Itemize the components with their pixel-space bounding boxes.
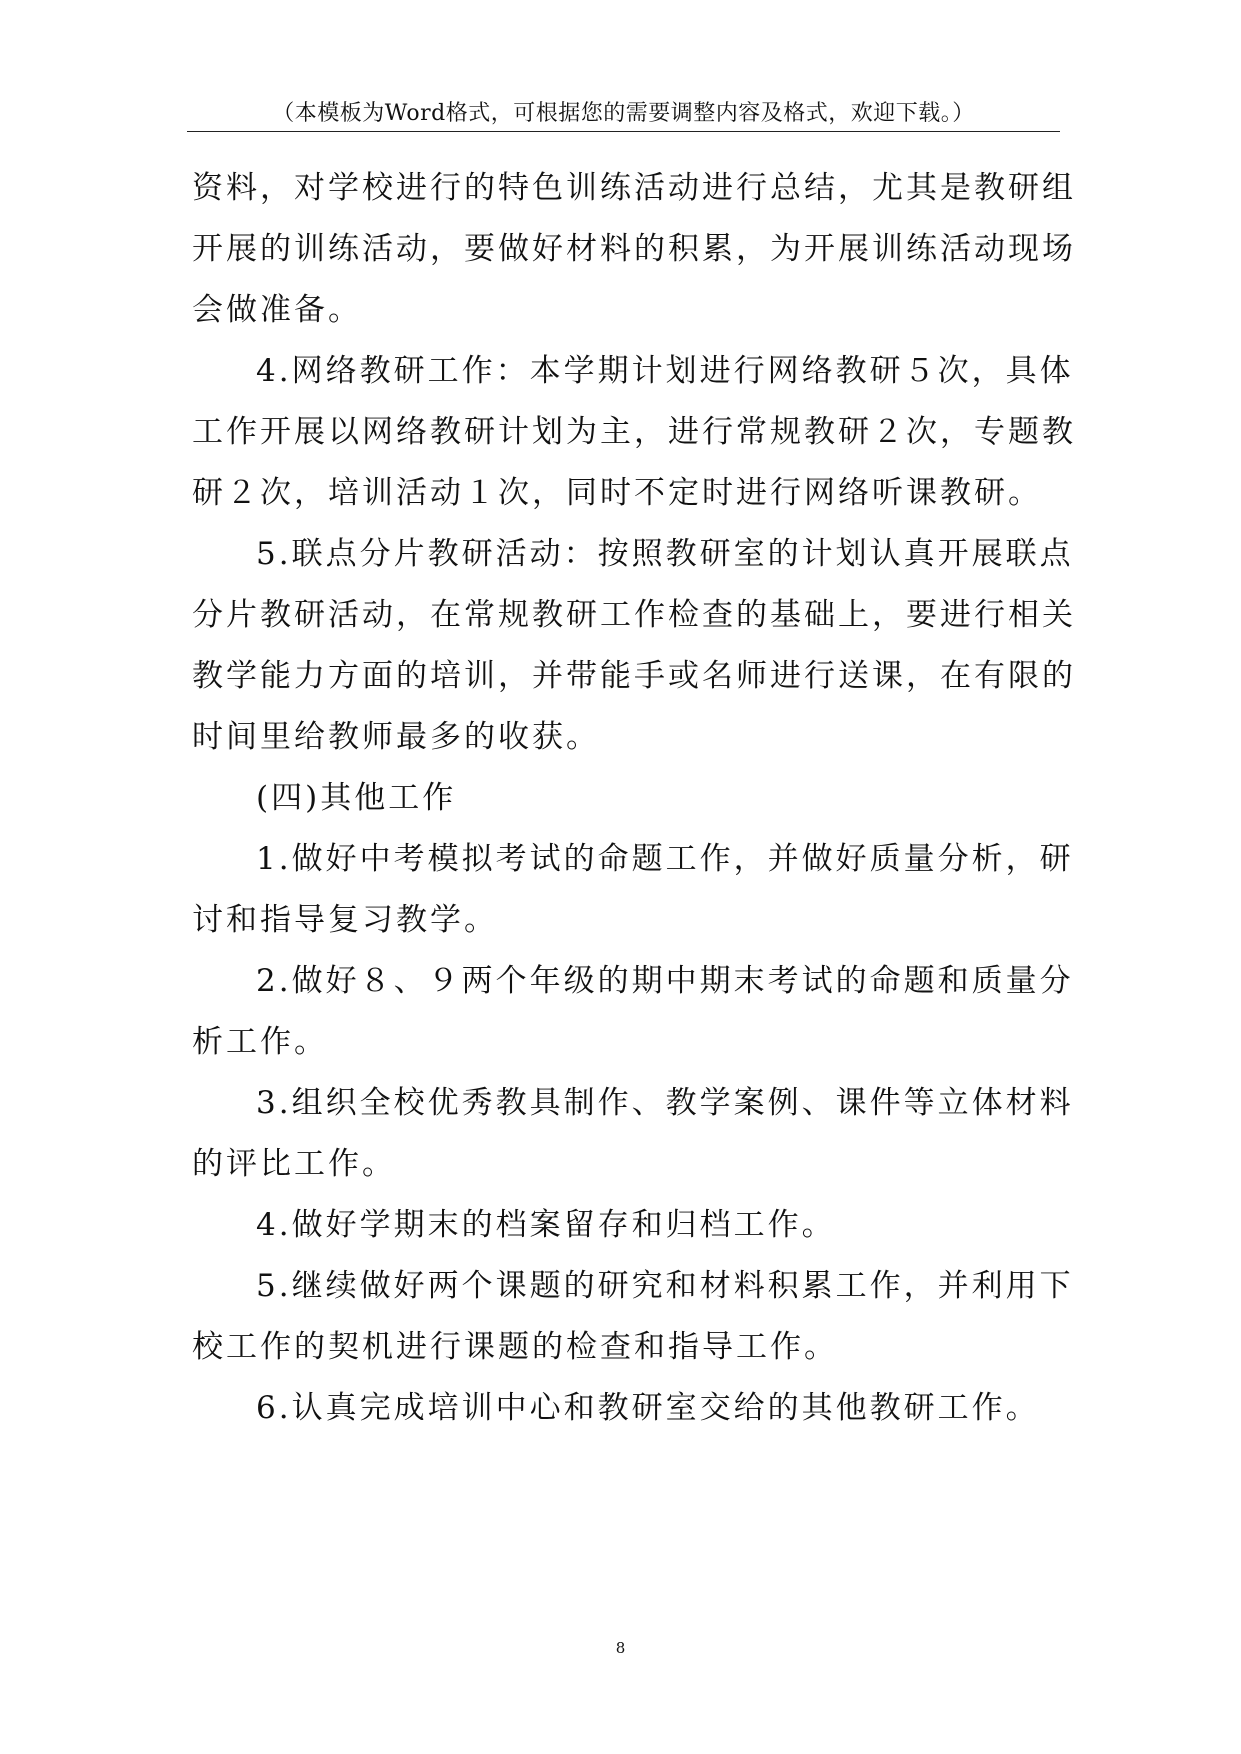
paragraph-item-1 [192,829,1074,951]
text-line: 1.做好中考模拟考试的命题工作，并做好质量分析，研 [256,841,1074,877]
page-number: 8 [615,1639,626,1657]
header-divider [187,131,1060,132]
document-body [192,158,1076,1439]
text-line: 教学能力方面的培训，并带能手或名师进行送课，在有限的 [192,658,1076,694]
page-header-note: （本模板为Word格式，可根据您的需要调整内容及格式，欢迎下载。） [272,101,975,126]
text-line: 研２次，培训活动１次，同时不定时进行网络听课教研。 [192,475,1042,511]
paragraph-training-summary [192,158,1076,341]
text-line: 时间里给教师最多的收获。 [192,719,600,755]
paragraph-item-5 [192,1256,1074,1378]
text-line: 的评比工作。 [192,1146,396,1182]
section-heading-other-work [192,768,1060,829]
text-line: 分片教研活动，在常规教研工作检查的基础上，要进行相关 [192,597,1076,633]
paragraph-item-2 [192,951,1074,1073]
paragraph-online-research [192,341,1076,524]
text-line: 讨和指导复习教学。 [192,902,498,938]
text-line: 3.组织全校优秀教具制作、教学案例、课件等立体材料 [256,1085,1074,1121]
text-line: 校工作的契机进行课题的检查和指导工作。 [192,1329,838,1365]
text-line: 4.网络教研工作：本学期计划进行网络教研５次，具体 [256,353,1074,389]
paragraph-item-3 [192,1073,1074,1195]
paragraph-item-6 [192,1378,1060,1439]
text-line: 工作开展以网络教研计划为主，进行常规教研２次，专题教 [192,414,1076,450]
text-line: 6.认真完成培训中心和教研室交给的其他教研工作。 [256,1390,1040,1426]
text-line: 5.继续做好两个课题的研究和材料积累工作，并利用下 [256,1268,1074,1304]
text-line: 析工作。 [192,1024,328,1060]
text-line: (四)其他工作 [256,780,457,816]
text-line: 开展的训练活动，要做好材料的积累，为开展训练活动现场 [192,231,1076,267]
text-line: 会做准备。 [192,292,362,328]
paragraph-joint-research [192,524,1076,768]
text-line: 4.做好学期末的档案留存和归档工作。 [256,1207,836,1243]
text-line: 5.联点分片教研活动：按照教研室的计划认真开展联点 [256,536,1074,572]
paragraph-item-4 [192,1195,1060,1256]
text-line: 资料，对学校进行的特色训练活动进行总结，尤其是教研组 [192,170,1076,206]
text-line: 2.做好８、９两个年级的期中期末考试的命题和质量分 [256,963,1074,999]
